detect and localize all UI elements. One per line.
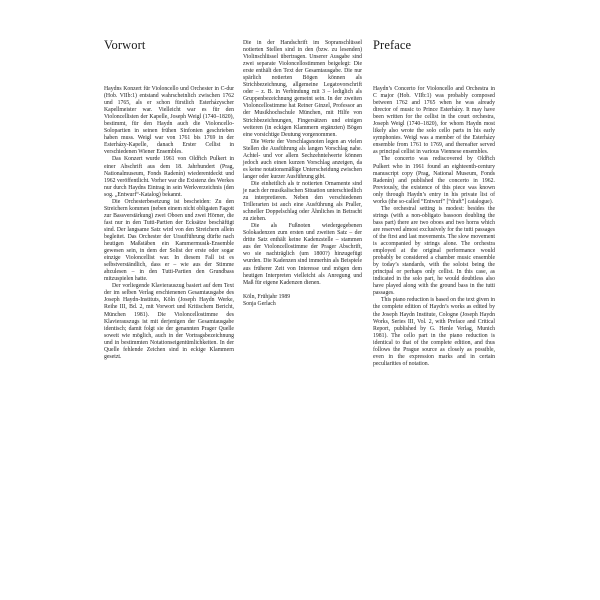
paragraph: Die in der Handschrift im Sopranschlüssel notierten Stellen sind in den (bzw. zu lesenden) Violinschlüssel übertragen. Unserer Ausgabe sind zwei separate Violoncellostimmen beigelegt: Die erste enthält den Text der Gesamtausgabe. Die nur spärlich notierten Bögen können als Strichbezeichnung, allgemeine Legatovorschrift oder – z. B. in Verbindung mit 3 – lediglich als Gruppenbezeichnung gemeint sein. In der zweiten Violoncellostimme hat Reiner Ginzel, Professor an der Musikhochschule München, mit Hilfe von Strichbezeichnungen, Fingersätzen und einigen weiteren (in eckigen Klammern ergänzten) Bögen eine vorsichtige Deutung vorgenommen. [243, 40, 362, 138]
signature-author: Sonja Gerlach [243, 300, 276, 307]
paragraph: Haydns Konzert für Violoncello und Orchester in C-dur (Hob. VIIb:1) entstand wahrscheinlich zwischen 1762 und 1765, als er schon fürstlich Esterházyscher Kapellmeister war. Vielleicht war es für den Violoncellisten der Kapelle, Joseph Weigl (1740–1820), bestimmt, für den Haydn auch die Violoncello-Solopartien in seinen frühen Sinfonien geschrieben haben muss. Weigl war von 1761 bis 1769 in der Esterházy-Kapelle, danach Erster Cellist in verschiedenen Wiener Ensembles. [104, 86, 234, 156]
paragraph: This piano reduction is based on the text given in the complete edition of Haydn’s works as edited by the Joseph Haydn Institute, Cologne (Joseph Haydn Works, Series III, Vol. 2, with Preface and Critical Report, published by G. Henle Verlag, Munich 1981). The cello part in the piano reduction is identical to that of the complete edition, and thus follows the Prague source as closely as possible, even in the expression marks and in certain peculiarities of notation. [373, 297, 495, 367]
paragraph: Das Konzert wurde 1961 von Oldřich Pulkert in einer Abschrift aus dem 18. Jahrhundert (Prag, Nationalmuseum, Fonds Radenín) wiederentdeckt und 1962 veröffentlicht. Vorher war die Existenz des Werkes nur durch Haydns Eintrag in sein Werkverzeichnis (den sog. „Entwurf“-Katalog) bekannt. [104, 156, 234, 198]
english-column [373, 86, 495, 368]
paragraph: Die Werte der Vorschlagsnoten legen an vielen Stellen die Ausführung als langen Vorschlag nahe. Achtel- und vor allem Sechzehntelwerte können jedoch auch einen kurzen Vorschlag anzeigen, da es keine notationsmäßige Unterscheidung zwischen langer oder kurzer Ausführung gibt. [243, 138, 362, 180]
heading-preface: Preface [373, 38, 412, 52]
heading-vorwort: Vorwort [104, 38, 146, 52]
signature-place-date: Köln, Frühjahr 1989 [243, 293, 291, 300]
paragraph: The orchestral setting is modest: besides the strings (with a non-obligato bassoon doubling the bass part) there are two oboes and two horns which are reserved almost exclusively for the tutti passages of the first and last movements. The slow movement is accompanied by strings alone. The orchestra employed at the original performance would probably be considered a chamber music ensemble by today’s standards, with the soloist being the principal or perhaps only cellist. In this case, as indicated in the solo part, he would doubtless also have played along with the ground bass in the tutti passages. [373, 205, 495, 297]
paragraph: Die Orchesterbesetzung ist bescheiden: Zu den Streichern kommen (neben einem nicht obligaten Fagott zur Bassverstärkung) zwei Oboen und zwei Hörner, die fast nur in den Tutti-Partien der Ecksätze beschäftigt sind. Der langsame Satz wird von den Streichern allein begleitet. Das Orchester der Uraufführung dürfte nach heutigen Maßstäben ein Kammermusik-Ensemble gewesen sein, in dem der Solist der erste oder sogar einzige Violoncellist war. In diesem Fall ist es selbstverständlich, dass er – wie aus der Stimme abzulesen – in den Tutti-Partien den Grundbass mitzuspielen hatte. [104, 198, 234, 283]
paragraph: Der vorliegende Klavierauszug basiert auf dem Text der im selben Verlag erschienenen Gesamtausgabe des Joseph Haydn-Instituts, Köln (Joseph Haydn Werke, Reihe III, Bd. 2, mit Vorwort und Kritischem Bericht, München 1981). Die Violoncellostimme des Klavierauszugs ist mit derjenigen der Gesamtausgabe identisch; damit folgt sie der genannten Prager Quelle soweit wie möglich, auch in der Vortragsbezeichnung und in bestimmten Notationseigentümlichkeiten. In der Quelle fehlende Zeichen sind in eckige Klammern gesetzt. [104, 283, 234, 360]
paragraph: Haydn’s Concerto for Violoncello and Orchestra in C major (Hob. VIIb:1) was probably composed between 1762 and 1765 when he was already director of music to Prince Esterházy. It may have been written for the cellist in the court orchestra, Joseph Weigl (1740–1820), for whom Haydn most likely also wrote the solo cello parts in his early symphonies. Weigl was a member of the Esterházy ensemble from 1761 to 1769, and thereafter served as principal cellist in various Viennese ensembles. [373, 86, 495, 156]
paragraph: Die als Fußnoten wiedergegebenen Solokadenzen zum ersten und zweiten Satz – der dritte Satz enthält keine Kadenzstelle – stammen aus der Violoncellostimme der Prager Abschrift, wo sie nachträglich (um 1800?) hinzugefügt wurden. Die Kadenzen sind immerhin als Beispiele aus früherer Zeit von Interesse und mögen dem heutigen Interpreten vielleicht als Anregung und Maß für eigene Kadenzen dienen. [243, 223, 362, 286]
german-column-1 [104, 86, 234, 361]
paragraph: Die einheitlich als tr notierten Ornamente sind je nach der musikalischen Situation unterschiedlich zu interpretieren. Neben den verschiedenen Trillerarten ist auch eine Ausführung als Praller, schneller Doppelschlag oder Ähnliches in Betracht zu ziehen. [243, 180, 362, 223]
paragraph: The concerto was rediscovered by Oldřich Pulkert who in 1961 found an eighteenth-century manuscript copy (Prag, National Museum, Fonds Radenín) and published the concerto in 1962. Previously, the existence of this piece was known only through Haydn’s entry in his private list of works (the so-called “Entwurf” [“draft”] catalogue). [373, 156, 495, 205]
german-column-2 [243, 40, 362, 308]
